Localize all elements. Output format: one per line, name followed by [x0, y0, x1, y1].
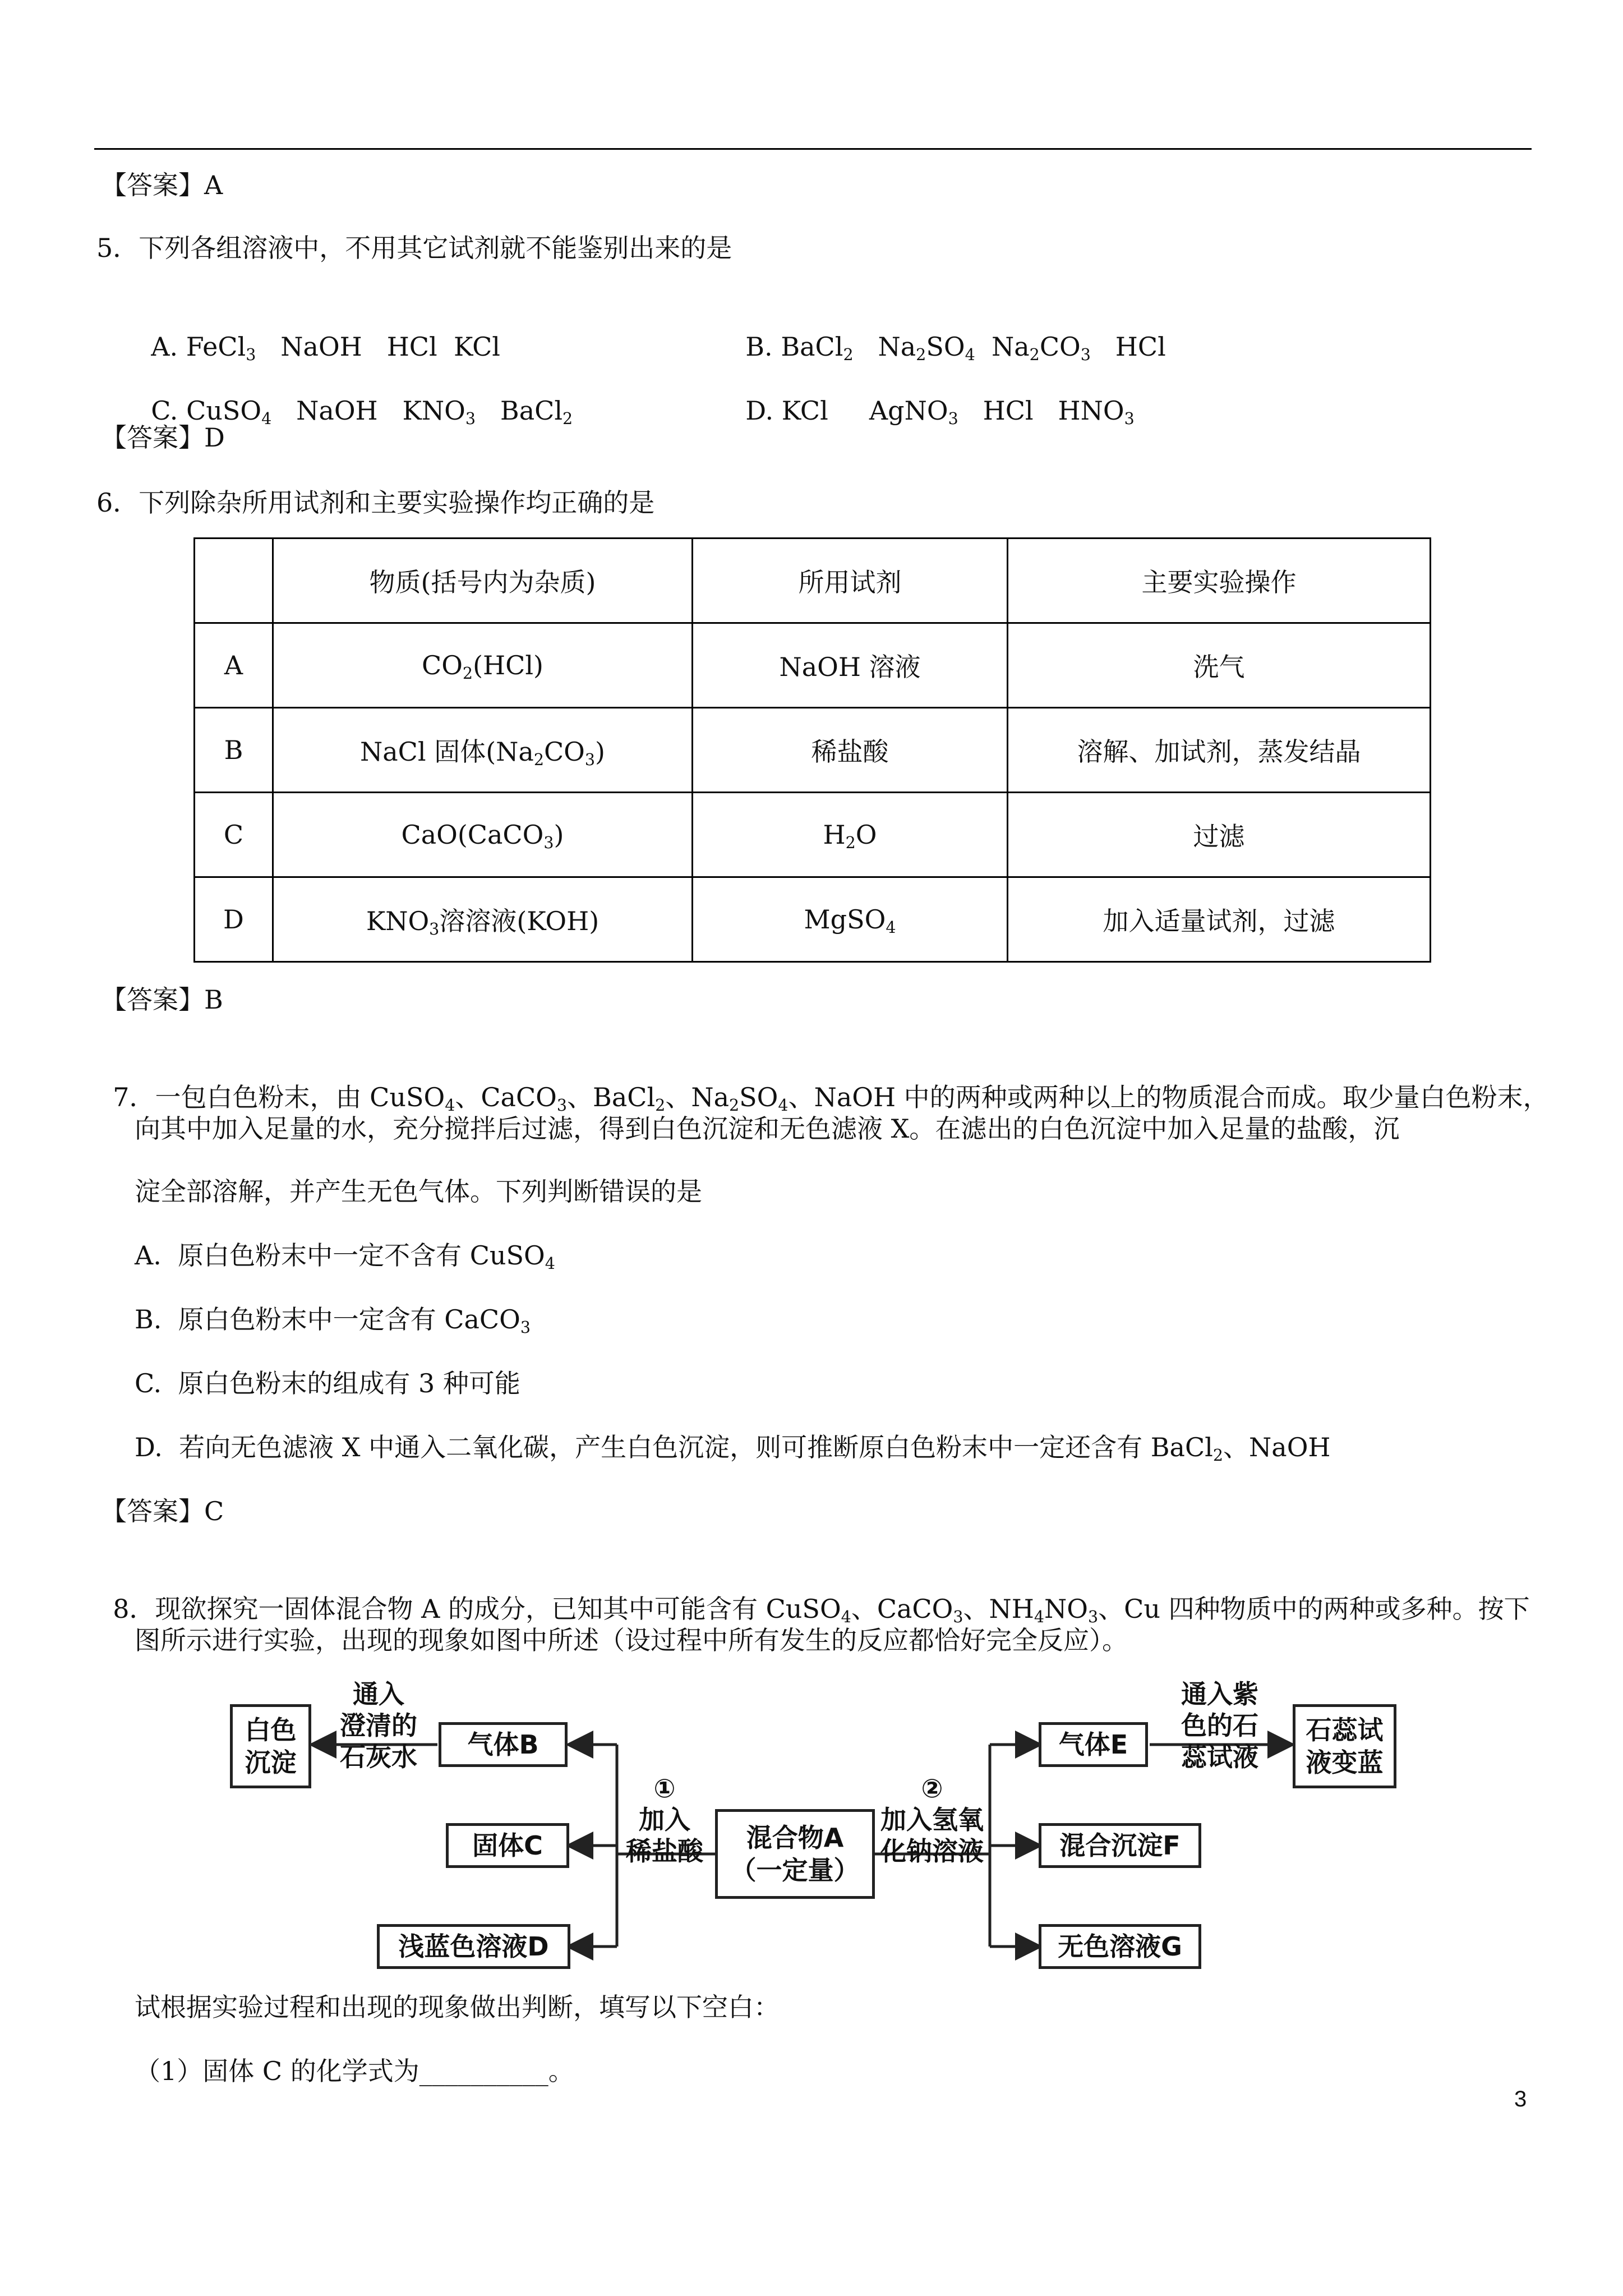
question-8-stem-line-2: 图所示进行实验，出现的现象如图中所述（设过程中所有发生的反应都恰好完全反应）。 [135, 1625, 1128, 1655]
q5-option-d: D. KCl AgNO$_3$ HCl $HNO_3$ [745, 395, 1135, 428]
operation-cell: 加入适量试剂，过滤 [1008, 877, 1431, 962]
row-label: B [195, 708, 273, 793]
step1-label: ① 加入 稀盐酸 [626, 1773, 703, 1866]
substance-cell: NaCl 固体$(Na_2CO_3)$ [273, 708, 693, 793]
q5-option-a: A. FeCl$_3$ NaOH HCl KCl [151, 332, 501, 364]
colorless-solution-g-box: 无色溶液G [1039, 1924, 1201, 1969]
white-precipitate-box: 白色 沉淀 [230, 1704, 311, 1788]
gas-e-box: 气体E [1039, 1722, 1148, 1767]
row-label: C [195, 793, 273, 877]
answer-q4: 【答案】A [101, 170, 223, 200]
step2-label: ② 加入氢氧 化钠溶液 [880, 1773, 984, 1866]
row-label: A [195, 623, 273, 708]
q5-option-c: C. CuSO$_4$ NaOH $KNO_3$ BaCl$_2$ [151, 395, 573, 428]
q7-option-d: D. 若向无色滤液 X 中通入二氧化碳，产生白色沉淀，则可推断原白色粉末中一定还含有 BaCl$_2$、NaOH [135, 1432, 1331, 1465]
question-6-stem: 6．下列除杂所用试剂和主要实验操作均正确的是 [96, 487, 655, 518]
question-7-stem-line-2: 向其中加入足量的水，充分搅拌后过滤，得到白色沉淀和无色滤液 X。在滤出的白色沉淀中加入足量的盐酸，沉 [135, 1114, 1400, 1144]
solid-c-box: 固体C [446, 1823, 569, 1868]
substance-cell: $KNO_3$溶溶液(KOH) [273, 877, 693, 962]
mixed-precipitate-f-box: 混合沉淀F [1039, 1823, 1201, 1868]
question-5-stem: 5．下列各组溶液中，不用其它试剂就不能鉴别出来的是 [96, 233, 732, 263]
reagent-cell: $H_2O$ [693, 793, 1008, 877]
table-header-cell: 主要实验操作 [1008, 539, 1431, 623]
reagent-cell: NaOH 溶液 [693, 623, 1008, 708]
operation-cell: 溶解、加试剂，蒸发结晶 [1008, 708, 1431, 793]
substance-cell: CaO(CaCO$_3$) [273, 793, 693, 877]
question-7-stem-line-1: 7．一包白色粉末，由 CuSO$_4$、CaCO$_3$、BaCl$_2$、$Na_2SO_4$、NaOH 中的两种或两种以上的物质混合而成。取少量白色粉末， [113, 1082, 1549, 1115]
row-label: D [195, 877, 273, 962]
page-number: 3 [1514, 2087, 1527, 2111]
question-7-stem-line-3: 淀全部溶解，并产生无色气体。下列判断错误的是 [135, 1176, 702, 1207]
answer-q5: 【答案】D [101, 422, 225, 453]
table-header-cell: 所用试剂 [693, 539, 1008, 623]
operation-cell: 洗气 [1008, 623, 1431, 708]
question-8-subquestion-1: （1）固体 C 的化学式为__________。 [135, 2056, 574, 2086]
q7-option-a: A. 原白色粉末中一定不含有 CuSO$_4$ [135, 1240, 555, 1273]
reagent-cell: 稀盐酸 [693, 708, 1008, 793]
q7-option-c: C. 原白色粉末的组成有 3 种可能 [135, 1368, 520, 1398]
substance-cell: $CO_2(HCl)$ [273, 623, 693, 708]
mixture-a-box: 混合物A （一定量） [715, 1809, 875, 1899]
reagent-cell: MgSO$_4$ [693, 877, 1008, 962]
litmus-label: 通入紫 色的石 蕊试液 [1181, 1679, 1258, 1772]
solution-d-box: 浅蓝色溶液D [377, 1924, 570, 1969]
question-8-instruction: 试根据实验过程和出现的现象做出判断，填写以下空白： [135, 1992, 780, 2022]
table-header-cell: 物质(括号内为杂质) [273, 539, 693, 623]
answer-q7: 【答案】C [101, 1496, 224, 1526]
q7-option-b: B. 原白色粉末中一定含有 CaCO$_3$ [135, 1304, 531, 1337]
gas-b-box: 气体B [439, 1722, 568, 1767]
question-8-stem-line-1: 8．现欲探究一固体混合物 A 的成分，已知其中可能含有 CuSO$_4$、CaCO$_3$、$NH_4NO_3$、Cu 四种物质中的两种或多种。按下 [113, 1594, 1530, 1626]
answer-q6: 【答案】B [101, 984, 223, 1015]
limewater-label: 通入 澄清的 石灰水 [340, 1679, 417, 1772]
operation-cell: 过滤 [1008, 793, 1431, 877]
q5-option-b: B. BaCl$_2$ $Na_2SO_4$ $Na_2CO_3$ HCl [745, 332, 1166, 364]
litmus-result-box: 石蕊试 液变蓝 [1293, 1704, 1396, 1788]
